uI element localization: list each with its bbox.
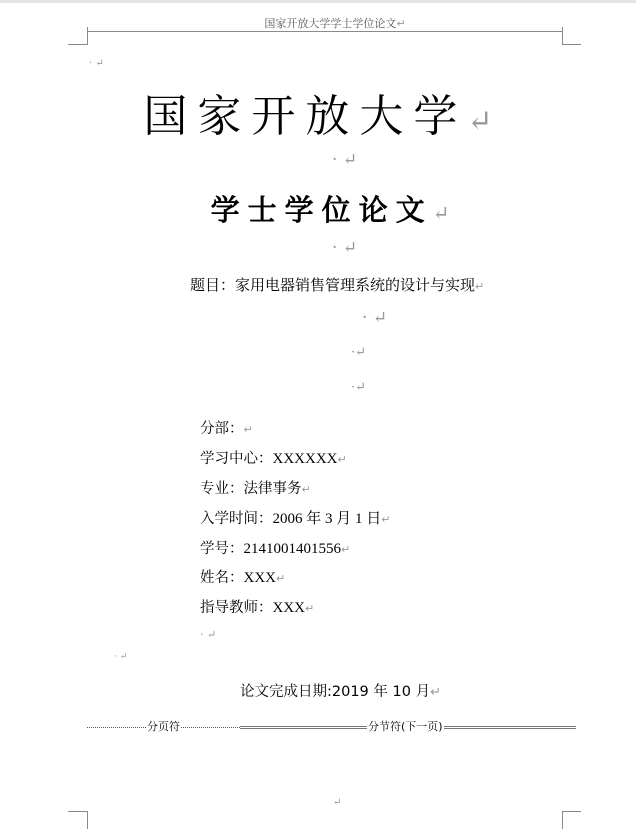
crop-mark — [87, 811, 88, 829]
crop-mark — [87, 27, 88, 44]
thesis-topic: 题目：家用电器销售管理系统的设计与实现↵ — [190, 276, 485, 294]
crop-mark — [562, 27, 563, 44]
empty-paragraph: · ↵ — [89, 58, 104, 69]
section-break-label: 分节符(下一页) — [368, 720, 443, 733]
empty-paragraph: ·↵ — [351, 380, 367, 395]
header-rule — [87, 31, 562, 32]
empty-paragraph: · ↵ — [332, 150, 358, 170]
field-branch: 分部：↵ — [200, 421, 253, 437]
paragraph-mark: ↵ — [432, 201, 450, 225]
empty-paragraph: · ↵ — [114, 652, 128, 662]
paragraph-mark: ↵ — [467, 104, 493, 139]
crop-mark — [68, 44, 88, 45]
empty-paragraph: · ↵ — [362, 308, 388, 328]
empty-paragraph: · ↵ — [200, 628, 217, 641]
field-enrollment-date: 入学时间：2006 年 3 月 1 日↵ — [200, 511, 391, 527]
completion-date: 论文完成日期:2019 年 10 月↵ — [240, 684, 441, 700]
field-name: 姓名：XXX↵ — [200, 570, 286, 586]
crop-mark — [68, 811, 88, 812]
degree-title: 学士学位论文↵ — [210, 193, 450, 227]
next-page-paragraph-mark: ↵ — [333, 797, 342, 808]
crop-mark — [562, 44, 581, 45]
header-text: 国家开放大学学士学位论文 — [264, 17, 397, 30]
university-title: 国家开放大学↵ — [143, 91, 493, 142]
crop-mark — [562, 811, 563, 829]
page-break-label: 分页符 — [147, 720, 180, 733]
empty-paragraph: · ↵ — [332, 238, 358, 258]
field-advisor: 指导教师：XXX↵ — [200, 600, 315, 616]
window-top-strip — [0, 0, 636, 3]
field-student-id: 学号：2141001401556↵ — [200, 541, 351, 557]
crop-mark — [562, 811, 581, 812]
field-learning-center: 学习中心：XXXXXX↵ — [200, 451, 347, 467]
paragraph-mark: ↵ — [396, 17, 406, 30]
field-major: 专业：法律事务↵ — [200, 481, 311, 497]
page-header[interactable] — [0, 15, 636, 31]
empty-paragraph: ·↵ — [351, 345, 367, 360]
